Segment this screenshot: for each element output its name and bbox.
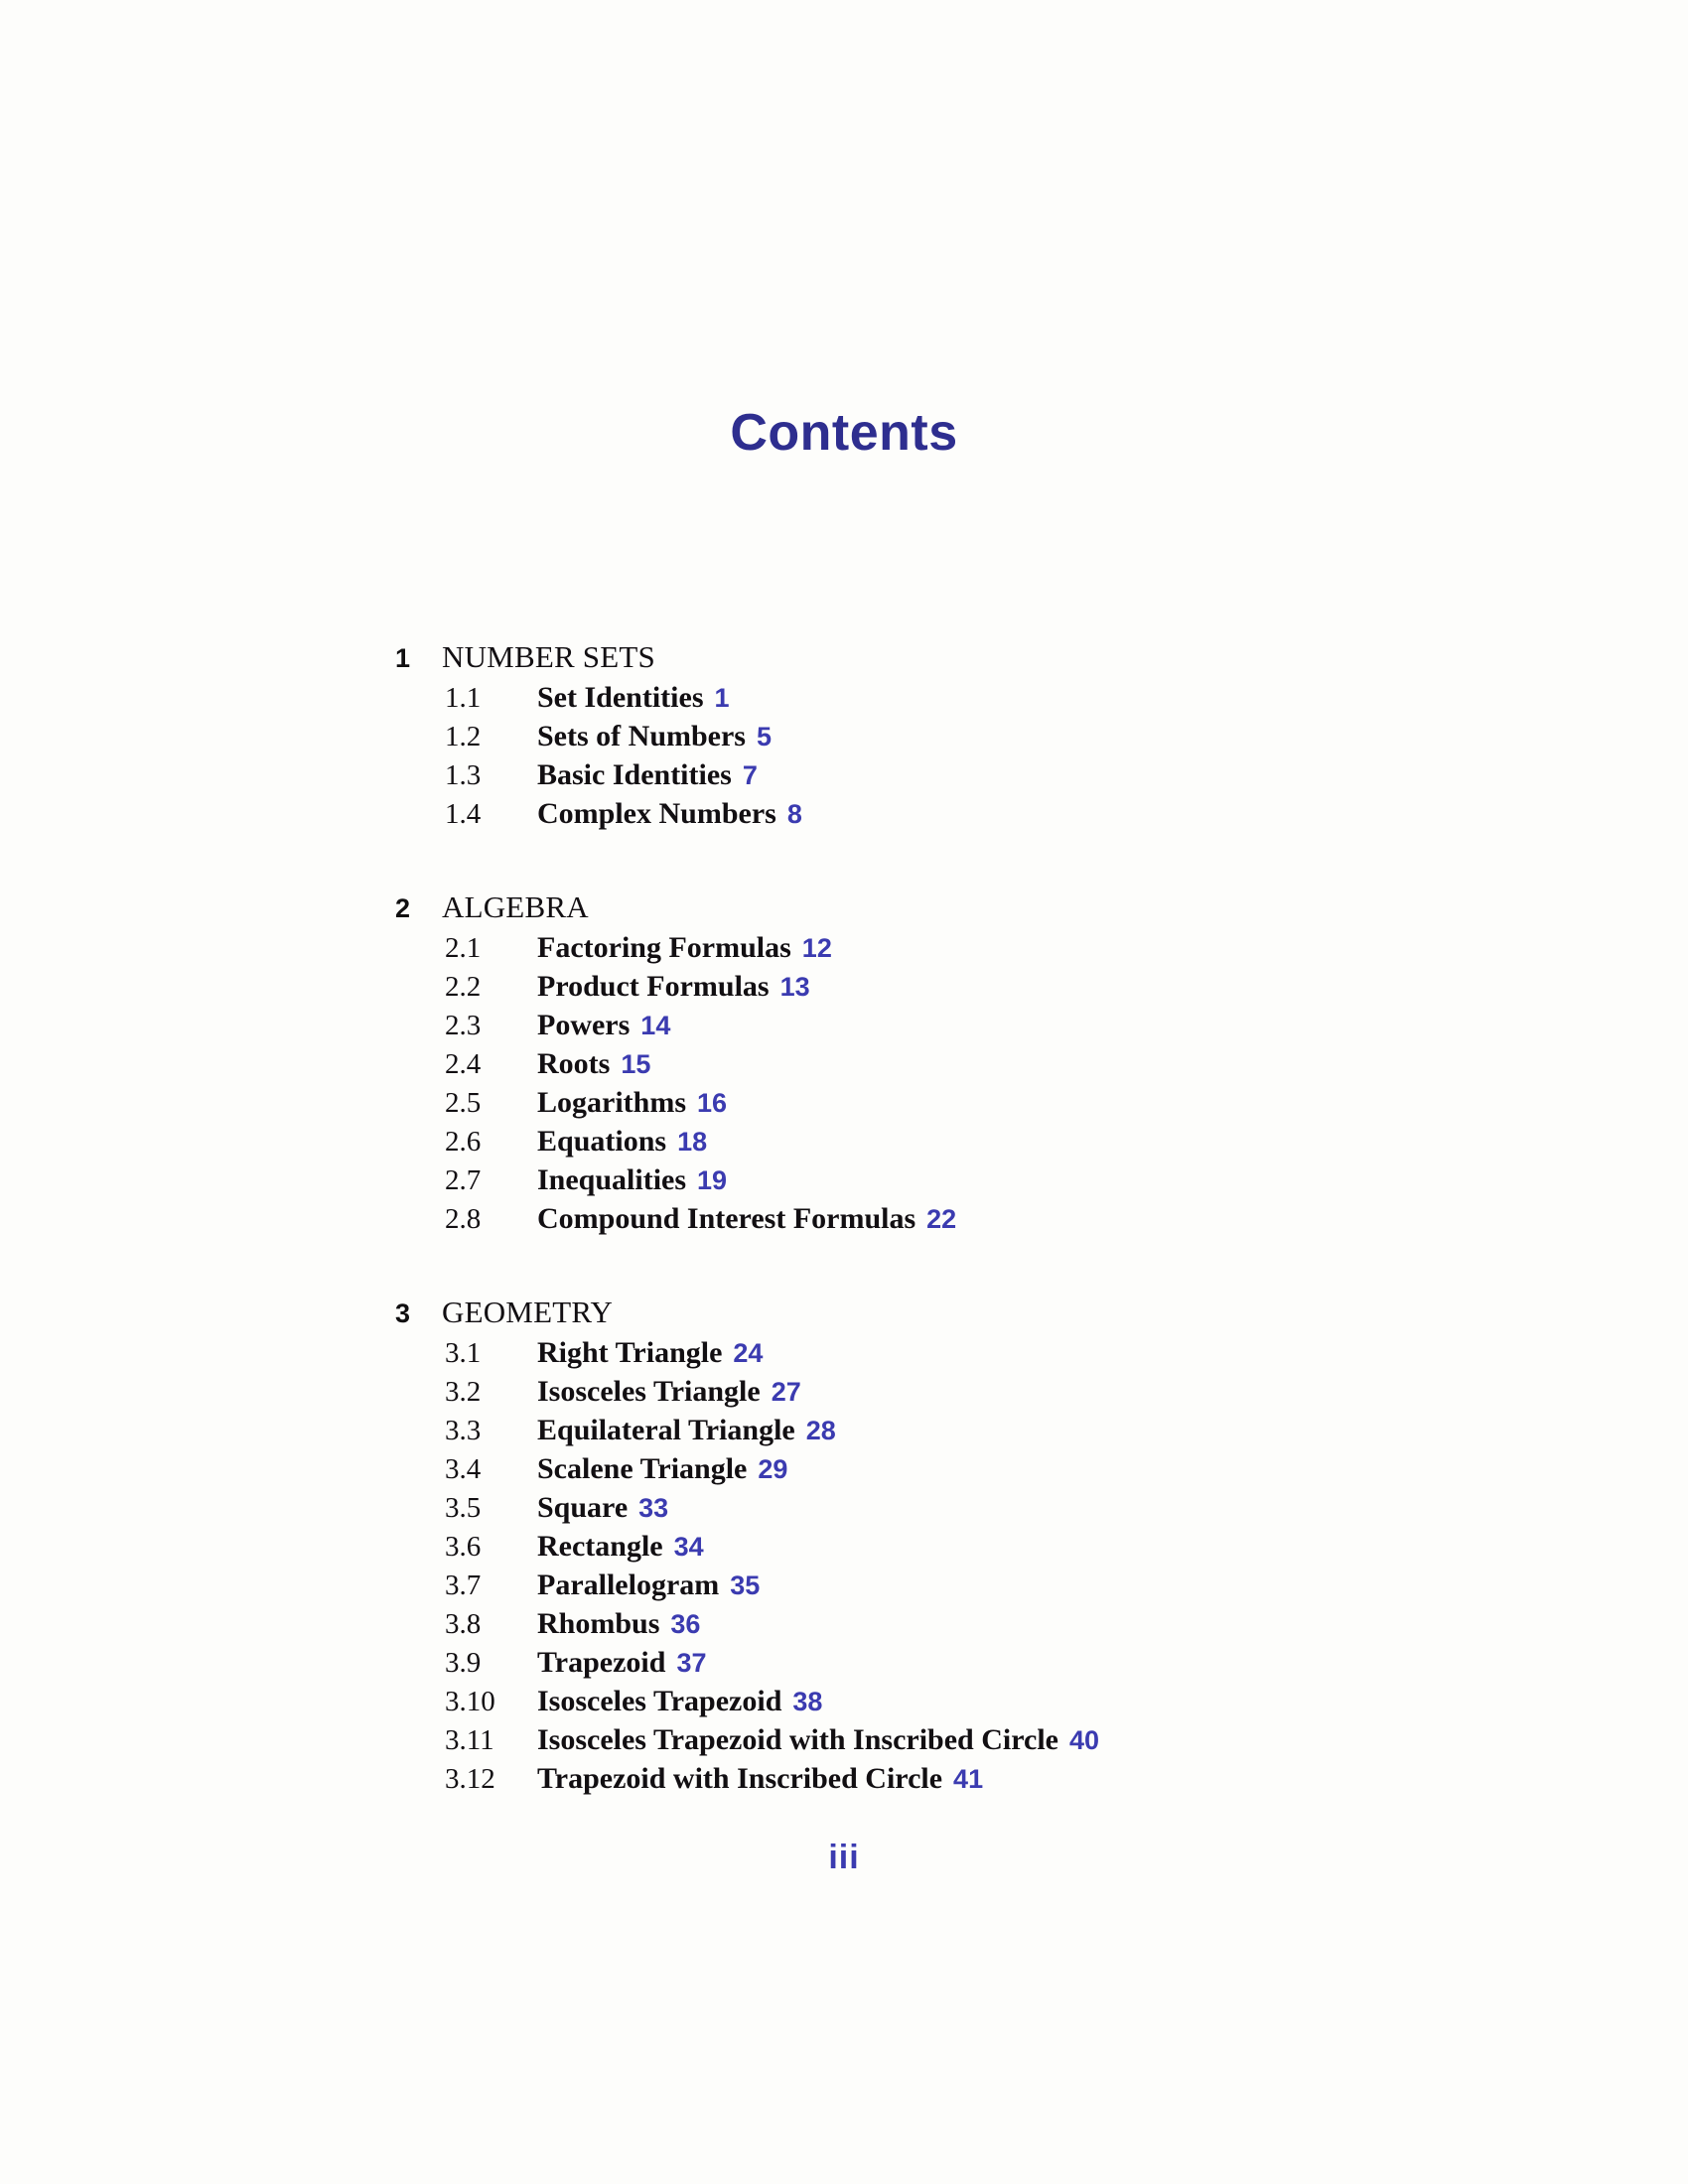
- page-title: Contents: [730, 404, 958, 462]
- section-title: Equilateral Triangle: [537, 1414, 795, 1446]
- chapter-group: [395, 1295, 1487, 1801]
- section-title: Isosceles Trapezoid with Inscribed Circle: [537, 1723, 1058, 1756]
- section-number: 3.8: [445, 1608, 482, 1640]
- section-entry[interactable]: [395, 758, 1487, 797]
- chapter-title: NUMBER SETS: [442, 639, 655, 674]
- section-page-number: 22: [926, 1204, 957, 1234]
- section-entry[interactable]: [395, 1685, 1487, 1723]
- section-title: Parallelogram: [537, 1569, 720, 1601]
- section-page-number: 27: [771, 1377, 801, 1407]
- section-title: Square: [537, 1491, 629, 1524]
- section-page-number: 8: [786, 799, 802, 829]
- section-page-number: 37: [676, 1648, 707, 1678]
- section-title: Compound Interest Formulas: [537, 1202, 916, 1235]
- section-page-number: 12: [801, 933, 832, 963]
- section-page-number: 33: [638, 1493, 669, 1523]
- section-page-number: 14: [640, 1011, 671, 1040]
- page-folio: iii: [828, 1839, 860, 1876]
- section-entry[interactable]: [395, 1375, 1487, 1414]
- section-entry[interactable]: [395, 1414, 1487, 1452]
- section-entry[interactable]: [395, 1336, 1487, 1375]
- section-title: Trapezoid with Inscribed Circle: [537, 1762, 943, 1795]
- section-title: Right Triangle: [537, 1336, 723, 1369]
- section-page-number: 24: [733, 1338, 764, 1368]
- section-title: Logarithms: [537, 1086, 686, 1119]
- chapter-group: [395, 889, 1487, 1241]
- section-title: Basic Identities: [537, 758, 732, 791]
- section-entry[interactable]: [395, 1009, 1487, 1047]
- section-title: Equations: [537, 1125, 667, 1158]
- section-number: 3.12: [445, 1763, 495, 1795]
- section-number: 1.3: [445, 759, 482, 791]
- section-title: Complex Numbers: [537, 797, 776, 830]
- section-number: 2.8: [445, 1203, 482, 1235]
- section-entry[interactable]: [395, 1491, 1487, 1530]
- section-number: 2.2: [445, 971, 482, 1003]
- chapter-title: ALGEBRA: [442, 889, 589, 924]
- section-number: 3.3: [445, 1415, 482, 1446]
- section-title: Powers: [537, 1009, 631, 1041]
- section-number: 2.5: [445, 1087, 482, 1119]
- section-entry[interactable]: [395, 931, 1487, 970]
- section-title: Inequalities: [537, 1163, 687, 1196]
- section-title: Set Identities: [537, 681, 704, 714]
- section-number: 3.2: [445, 1376, 482, 1408]
- section-number: 2.3: [445, 1010, 482, 1041]
- section-number: 2.4: [445, 1048, 482, 1080]
- chapter-number: 3: [395, 1298, 411, 1328]
- section-entry[interactable]: [395, 797, 1487, 836]
- section-entry[interactable]: [395, 1762, 1487, 1801]
- section-entry[interactable]: [395, 1125, 1487, 1163]
- section-title: Isosceles Trapezoid: [537, 1685, 782, 1717]
- section-entry[interactable]: [395, 1086, 1487, 1125]
- section-page-number: 29: [758, 1454, 788, 1484]
- section-entry[interactable]: [395, 1569, 1487, 1607]
- section-page-number: 41: [953, 1764, 984, 1794]
- section-page-number: 35: [730, 1570, 761, 1600]
- table-of-contents: [395, 639, 1487, 1801]
- section-number: 1.4: [445, 798, 482, 830]
- chapter-entry[interactable]: [395, 889, 1487, 931]
- section-title: Rhombus: [537, 1607, 660, 1640]
- section-entry[interactable]: [395, 970, 1487, 1009]
- section-title: Roots: [537, 1047, 611, 1080]
- section-title: Scalene Triangle: [537, 1452, 748, 1485]
- section-number: 3.6: [445, 1531, 482, 1563]
- section-page-number: 36: [670, 1609, 701, 1639]
- section-entry[interactable]: [395, 681, 1487, 720]
- section-page-number: 16: [697, 1088, 728, 1118]
- section-entry[interactable]: [395, 720, 1487, 758]
- section-number: 3.10: [445, 1686, 495, 1717]
- section-entry[interactable]: [395, 1646, 1487, 1685]
- section-page-number: 28: [805, 1416, 836, 1445]
- section-page-number: 40: [1068, 1725, 1100, 1755]
- section-entry[interactable]: [395, 1452, 1487, 1491]
- section-title: Product Formulas: [537, 970, 770, 1003]
- section-page-number: 18: [677, 1127, 708, 1157]
- section-number: 3.7: [445, 1570, 482, 1601]
- section-entry[interactable]: [395, 1047, 1487, 1086]
- section-page-number: 1: [714, 683, 730, 713]
- section-number: 3.11: [445, 1724, 494, 1756]
- section-number: 3.9: [445, 1647, 482, 1679]
- section-title: Factoring Formulas: [537, 931, 791, 964]
- section-page-number: 15: [621, 1049, 651, 1079]
- section-entry[interactable]: [395, 1163, 1487, 1202]
- section-number: 1.2: [445, 721, 482, 752]
- section-entry[interactable]: [395, 1530, 1487, 1569]
- section-number: 2.7: [445, 1164, 482, 1196]
- section-entry[interactable]: [395, 1202, 1487, 1241]
- chapter-entry[interactable]: [395, 1295, 1487, 1336]
- chapter-group: [395, 639, 1487, 836]
- section-title: Trapezoid: [537, 1646, 666, 1679]
- section-number: 2.6: [445, 1126, 482, 1158]
- section-number: 1.1: [445, 682, 482, 714]
- section-page-number: 19: [697, 1165, 728, 1195]
- section-number: 3.4: [445, 1453, 482, 1485]
- section-page-number: 34: [673, 1532, 704, 1562]
- section-title: Isosceles Triangle: [537, 1375, 761, 1408]
- section-page-number: 13: [779, 972, 810, 1002]
- section-entry[interactable]: [395, 1607, 1487, 1646]
- chapter-number: 1: [395, 643, 411, 673]
- section-entry[interactable]: [395, 1723, 1487, 1762]
- chapter-title: GEOMETRY: [442, 1295, 614, 1329]
- section-number: 2.1: [445, 932, 482, 964]
- section-title: Rectangle: [537, 1530, 663, 1563]
- section-number: 3.5: [445, 1492, 482, 1524]
- section-page-number: 38: [792, 1687, 823, 1716]
- chapter-entry[interactable]: [395, 639, 1487, 681]
- chapter-number: 2: [395, 893, 411, 923]
- section-title: Sets of Numbers: [537, 720, 746, 752]
- section-page-number: 7: [742, 760, 758, 790]
- section-number: 3.1: [445, 1337, 482, 1369]
- section-page-number: 5: [757, 722, 773, 751]
